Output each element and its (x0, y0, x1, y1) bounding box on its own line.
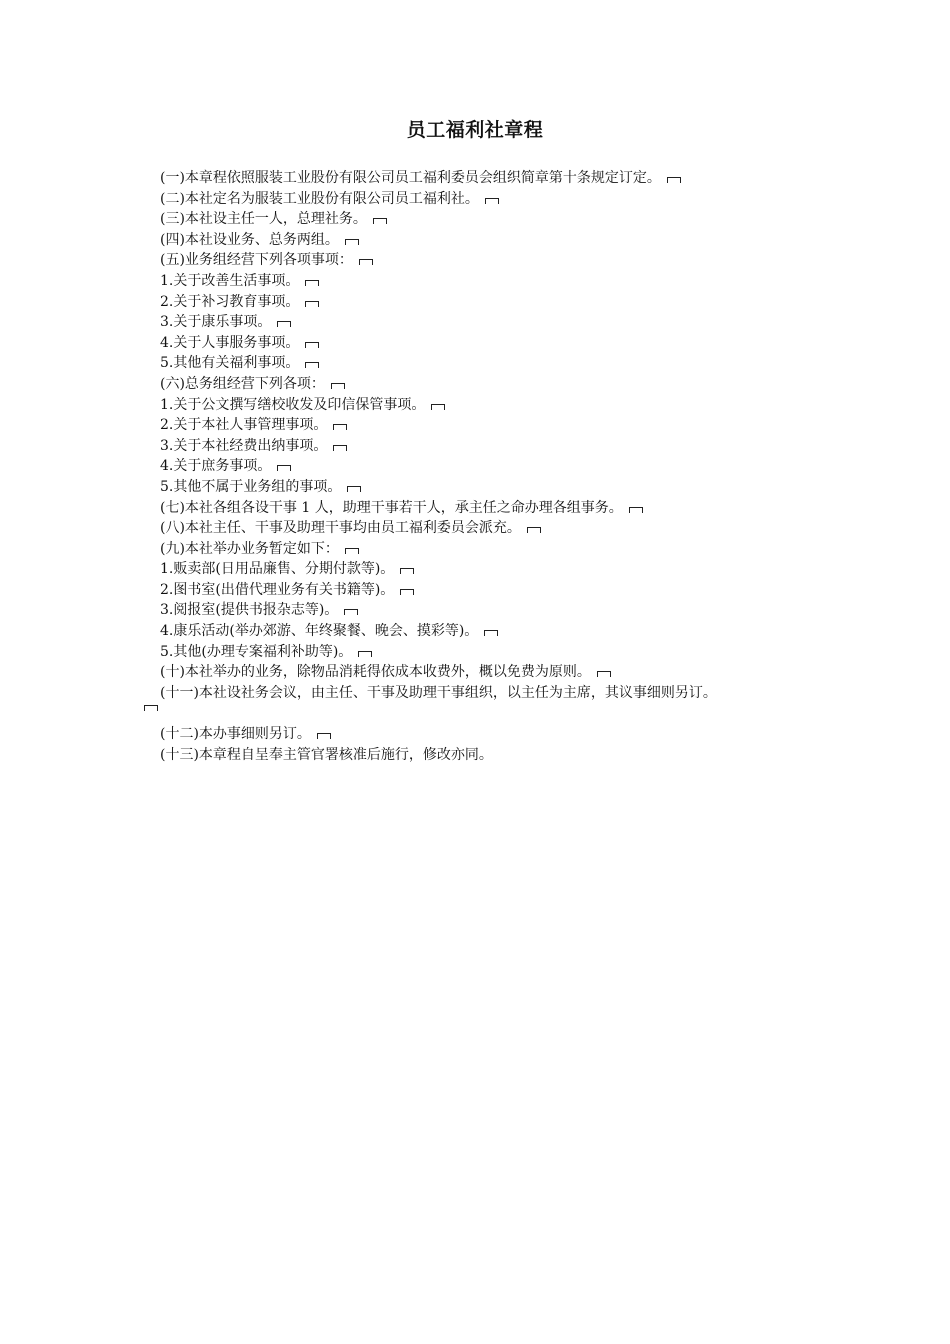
paragraph-line: (七)本社各组各设干事 1 人，助理干事若干人，承主任之命办理各组事务。 (160, 498, 820, 519)
paragraph-line: 2.关于本社人事管理事项。 (160, 415, 820, 436)
paragraph-mark-icon (331, 383, 345, 389)
paragraph-line: 2.图书室(出借代理业务有关书籍等)。 (160, 580, 820, 601)
paragraph-line: (四)本社设业务、总务两组。 (160, 230, 820, 251)
paragraph-line: (十二)本办事细则另订。 (160, 724, 820, 745)
paragraph-line: 1.关于公文撰写缮校收发及印信保管事项。 (160, 395, 820, 416)
document-body (160, 168, 820, 765)
paragraph-line: (六)总务组经营下列各项： (160, 374, 820, 395)
paragraph-mark-icon (400, 568, 414, 574)
paragraph-mark-icon (305, 362, 319, 368)
paragraph-line: 3.关于康乐事项。 (160, 312, 820, 333)
paragraph-mark-icon (347, 486, 361, 492)
paragraph-line: 4.关于人事服务事项。 (160, 333, 820, 354)
paragraph-mark-icon (345, 548, 359, 554)
paragraph-mark-icon (597, 671, 611, 677)
paragraph-mark-icon (333, 424, 347, 430)
paragraph-line: 1.贩卖部(日用品廉售、分期付款等)。 (160, 559, 820, 580)
paragraph-mark-icon (345, 239, 359, 245)
paragraph-line: (二)本社定名为服装工业股份有限公司员工福利社。 (160, 189, 820, 210)
paragraph-line: (九)本社举办业务暂定如下： (160, 539, 820, 560)
paragraph-mark-icon (485, 198, 499, 204)
paragraph-line: (十三)本章程自呈奉主管官署核准后施行，修改亦同。 (160, 746, 493, 763)
paragraph-line: 5.其他(办理专案福利补助等)。 (160, 642, 820, 663)
paragraph-line: (十)本社举办的业务，除物品消耗得依成本收费外，概以免费为原则。 (160, 662, 820, 683)
paragraph-line: (五)业务组经营下列各项事项： (160, 250, 820, 271)
paragraph-mark-icon (359, 259, 373, 265)
paragraph-mark-icon (527, 527, 541, 533)
paragraph-line: 5.其他有关福利事项。 (160, 353, 820, 374)
paragraph-line: (十一)本社设社务会议，由主任、干事及助理干事组织，以主任为主席，其议事细则另订。 (160, 684, 717, 701)
paragraph-mark-icon (667, 177, 681, 183)
paragraph-line: 3.关于本社经费出纳事项。 (160, 436, 820, 457)
document-title: 员工福利社章程 (406, 119, 544, 141)
paragraph-line: 2.关于补习教育事项。 (160, 292, 820, 313)
paragraph-line: 4.关于庶务事项。 (160, 456, 820, 477)
paragraph-mark-icon (400, 589, 414, 595)
paragraph-mark-icon (333, 445, 347, 451)
paragraph-line: 1.关于改善生活事项。 (160, 271, 820, 292)
paragraph-mark-icon (629, 507, 643, 513)
paragraph-mark-icon (344, 609, 358, 615)
paragraph-line: 3.阅报室(提供书报杂志等)。 (160, 600, 820, 621)
paragraph-line: (一)本章程依照服装工业股份有限公司员工福利委员会组织简章第十条规定订定。 (160, 168, 820, 189)
paragraph-mark-icon (144, 705, 158, 711)
paragraph-line: 5.其他不属于业务组的事项。 (160, 477, 820, 498)
paragraph-mark-icon (305, 342, 319, 348)
paragraph-mark-icon (358, 651, 372, 657)
wrapped-line (160, 703, 820, 724)
paragraph-mark-icon (305, 301, 319, 307)
paragraph-mark-icon (373, 218, 387, 224)
paragraph-mark-icon (431, 404, 445, 410)
paragraph-mark-icon (277, 321, 291, 327)
paragraph-mark-icon (484, 630, 498, 636)
paragraph-mark-icon (305, 280, 319, 286)
paragraph-mark-icon (277, 465, 291, 471)
paragraph-line: (三)本社设主任一人，总理社务。 (160, 209, 820, 230)
paragraph-line: (八)本社主任、干事及助理干事均由员工福利委员会派充。 (160, 518, 820, 539)
paragraph-line: 4.康乐活动(举办郊游、年终聚餐、晚会、摸彩等)。 (160, 621, 820, 642)
paragraph-mark-icon (317, 733, 331, 739)
